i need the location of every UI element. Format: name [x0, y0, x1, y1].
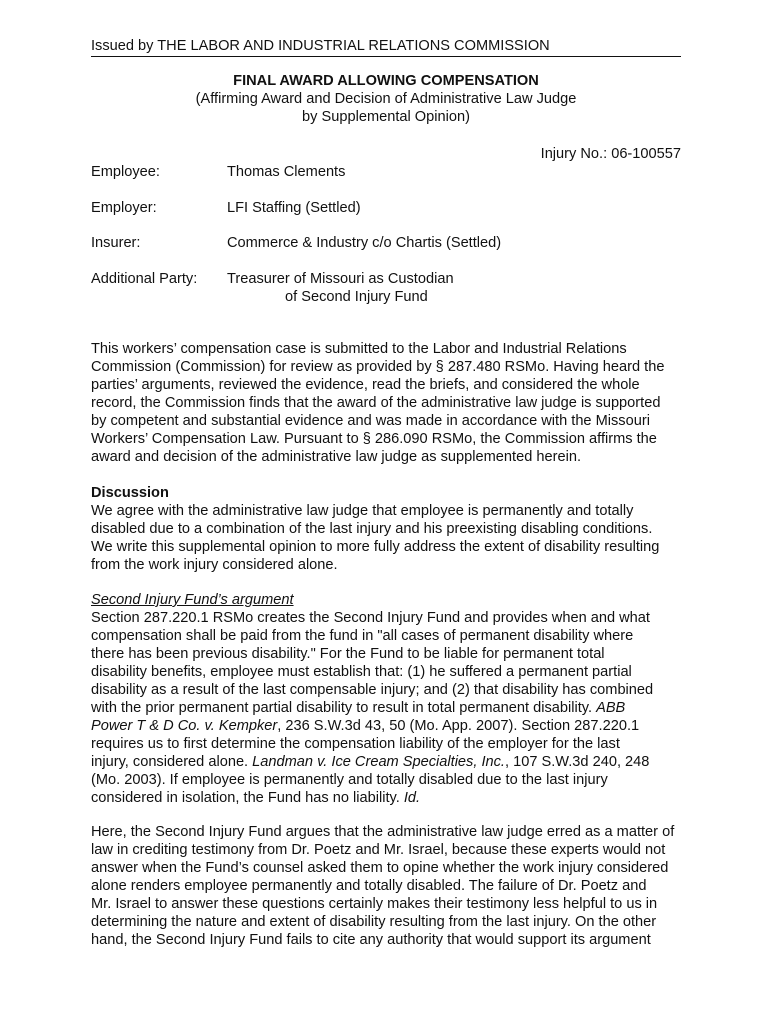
paragraph-line: from the work injury considered alone.	[91, 557, 338, 573]
paragraph-line: parties’ arguments, reviewed the evidence, read the briefs, and considered the whole	[91, 377, 640, 393]
conclusion-paragraph	[91, 823, 701, 949]
award-title: FINAL AWARD ALLOWING COMPENSATION	[233, 73, 539, 89]
paragraph-line: award and decision of the administrative law judge as supplemented herein.	[91, 449, 581, 465]
paragraph-line: Here, the Second Injury Fund argues that the administrative law judge erred as a matter of	[91, 824, 675, 840]
case-citation: Id.	[403, 790, 421, 806]
paragraph-line: Workers’ Compensation Law. Pursuant to § 286.090 RSMo, the Commission affirms the	[91, 431, 657, 447]
paragraph-line: there has been previous disability." For the Fund to be liable for permanent total	[91, 646, 605, 662]
paragraph-line: (Mo. 2003). If employee is permanently and totally disabled due to the last injury	[91, 772, 608, 788]
paragraph-line: answer when the Fund’s counsel asked them to opine whether the work injury considered	[91, 860, 669, 876]
paragraph-line: disability benefits, employee must establish that: (1) he suffered a permanent partial	[91, 664, 632, 680]
insurer-value: Commerce & Industry c/o Chartis (Settled)	[227, 235, 502, 251]
paragraph-line: This workers’ compensation case is submitted to the Labor and Industrial Relations	[91, 341, 627, 357]
paragraph-line: requires us to first determine the compensation liability of the employer for the last	[91, 736, 620, 752]
award-subtitle-line1: (Affirming Award and Decision of Administrative Law Judge	[195, 91, 577, 107]
paragraph-line: disability as a result of the last compensable injury; and (2) that disability has combined	[91, 682, 654, 698]
case-citation: Power T & D Co. v. Kempker	[91, 718, 278, 734]
text-span: injury, considered alone.	[91, 754, 253, 770]
title-block	[91, 72, 681, 126]
discussion-section	[91, 484, 701, 574]
additional-party-value-line2: of Second Injury Fund	[285, 289, 428, 305]
paragraph-line: record, the Commission finds that the award of the administrative law judge is supported	[91, 395, 661, 411]
paragraph-line	[91, 699, 701, 717]
paragraph-line: Mr. Israel to answer these questions certainly makes their testimony less helpful to us in	[91, 896, 658, 912]
paragraph-line: We write this supplemental opinion to more fully address the extent of disability resulting	[91, 539, 660, 555]
employee-label: Employee:	[91, 164, 160, 180]
text-span: , 236 S.W.3d 43, 50 (Mo. App. 2007). Section 287.220.1	[277, 718, 640, 734]
employee-value: Thomas Clements	[227, 164, 346, 180]
award-subtitle-line2: by Supplemental Opinion)	[302, 109, 470, 125]
employer-label: Employer:	[91, 200, 157, 216]
paragraph-line: law in crediting testimony from Dr. Poetz and Mr. Israel, because these experts would not	[91, 842, 666, 858]
case-citation: ABB	[596, 700, 626, 716]
paragraph-line: disabled due to a combination of the last injury and his preexisting disabling conditions.	[91, 521, 653, 537]
paragraph-line: compensation shall be paid from the fund in "all cases of permanent disability where	[91, 628, 634, 644]
issuer-header: Issued by THE LABOR AND INDUSTRIAL RELATIONS COMMISSION	[91, 37, 681, 57]
additional-party-value	[227, 270, 454, 306]
paragraph-line: Section 287.220.1 RSMo creates the Second Injury Fund and provides when and what	[91, 610, 650, 626]
paragraph-line	[91, 789, 701, 807]
paragraph-line: by competent and substantial evidence and was made in accordance with the Missouri	[91, 413, 650, 429]
insurer-label: Insurer:	[91, 235, 141, 251]
paragraph-line: determining the nature and extent of disability resulting from the last injury. On the other	[91, 914, 657, 930]
paragraph-line: We agree with the administrative law judge that employee is permanently and totally	[91, 503, 634, 519]
fund-argument-heading: Second Injury Fund’s argument	[91, 592, 294, 608]
paragraph-line	[91, 753, 701, 771]
case-citation: Landman v. Ice Cream Specialties, Inc.	[252, 754, 505, 770]
intro-paragraph	[91, 340, 701, 466]
injury-number: Injury No.: 06-100557	[540, 146, 681, 162]
additional-party-value-line1: Treasurer of Missouri as Custodian	[227, 271, 454, 287]
additional-party-label: Additional Party:	[91, 271, 198, 287]
employer-value: LFI Staffing (Settled)	[227, 200, 361, 216]
discussion-heading: Discussion	[91, 485, 169, 501]
paragraph-line: Commission (Commission) for review as provided by § 287.480 RSMo. Having heard the	[91, 359, 665, 375]
paragraph-line	[91, 717, 701, 735]
text-span: , 107 S.W.3d 240, 248	[504, 754, 650, 770]
paragraph-line: hand, the Second Injury Fund fails to cite any authority that would support its argument	[91, 932, 651, 948]
text-span: considered in isolation, the Fund has no liability.	[91, 790, 404, 806]
text-span: with the prior permanent partial disability to result in total permanent disability.	[91, 700, 597, 716]
fund-argument-section	[91, 591, 701, 807]
paragraph-line: alone renders employee permanently and totally disabled. The failure of Dr. Poetz and	[91, 878, 647, 894]
